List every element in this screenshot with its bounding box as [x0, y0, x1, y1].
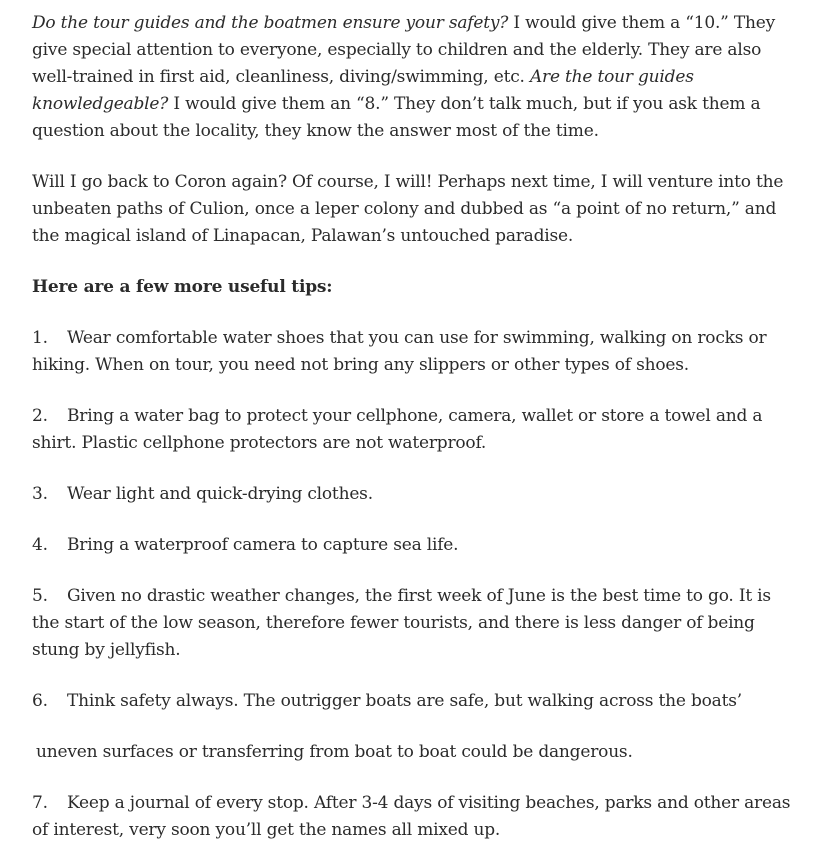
tip-item-7	[32, 790, 802, 844]
tip-number: 5.	[32, 586, 48, 606]
tip-text: Think safety always. The outrigger boats are safe, but walking across the boats’	[67, 691, 742, 711]
tip-number: 2.	[32, 406, 48, 426]
tips-heading: Here are a few more useful tips:	[32, 277, 333, 297]
article-body	[32, 10, 802, 868]
tip-text: Bring a waterproof camera to capture sea life.	[67, 535, 459, 555]
answer-knowledge: I would give them an “8.” They don’t talk much, but if you ask them a question about the locality, they know the answer most of the time.	[32, 94, 761, 141]
tip-number: 7.	[32, 793, 48, 813]
tip-item-1	[32, 325, 802, 379]
intro-paragraph	[32, 10, 802, 145]
tip-text: Given no drastic weather changes, the first week of June is the best time to go. It is the start of the low season, therefore fewer tourists, and there is less danger of being stung by jellyfish.	[32, 586, 771, 660]
tip-number: 4.	[32, 535, 48, 555]
tip-6-continuation: uneven surfaces or transferring from boat to boat could be dangerous.	[36, 742, 633, 762]
tip-item-4	[32, 532, 802, 559]
answer-safety: I would give them a “10.” They give special attention to everyone, especially to children and the elderly. They are also well-trained in first aid, cleanliness, diving/swimming, etc.	[32, 13, 776, 87]
tip-item-5	[32, 583, 802, 664]
question-safety: Do the tour guides and the boatmen ensure your safety?	[32, 13, 509, 33]
tip-text: Wear comfortable water shoes that you can use for swimming, walking on rocks or hiking. When on tour, you need not bring any slippers or other types of shoes.	[32, 328, 767, 375]
tip-item-6	[32, 688, 802, 715]
question-knowledge: Are the tour guides knowledgeable?	[32, 67, 694, 114]
tip-item-3	[32, 481, 802, 508]
tip-number: 1.	[32, 328, 48, 348]
tip-number: 3.	[32, 484, 48, 504]
tip-number: 6.	[32, 691, 48, 711]
tip-text: Bring a water bag to protect your cellphone, camera, wallet or store a towel and a shirt. Plastic cellphone protectors are not waterproof.	[32, 406, 763, 453]
tip-item-2	[32, 403, 802, 457]
return-paragraph: Will I go back to Coron again? Of course, I will! Perhaps next time, I will venture into the unbeaten paths of Culion, once a leper colony and dubbed as “a point of no return,” and the magical island of Linapacan, Palawan’s untouched paradise.	[32, 172, 784, 246]
tip-text: Keep a journal of every stop. After 3-4 days of visiting beaches, parks and other areas of interest, very soon you’ll get the names all mixed up.	[32, 793, 791, 840]
tip-text: Wear light and quick-drying clothes.	[67, 484, 373, 504]
